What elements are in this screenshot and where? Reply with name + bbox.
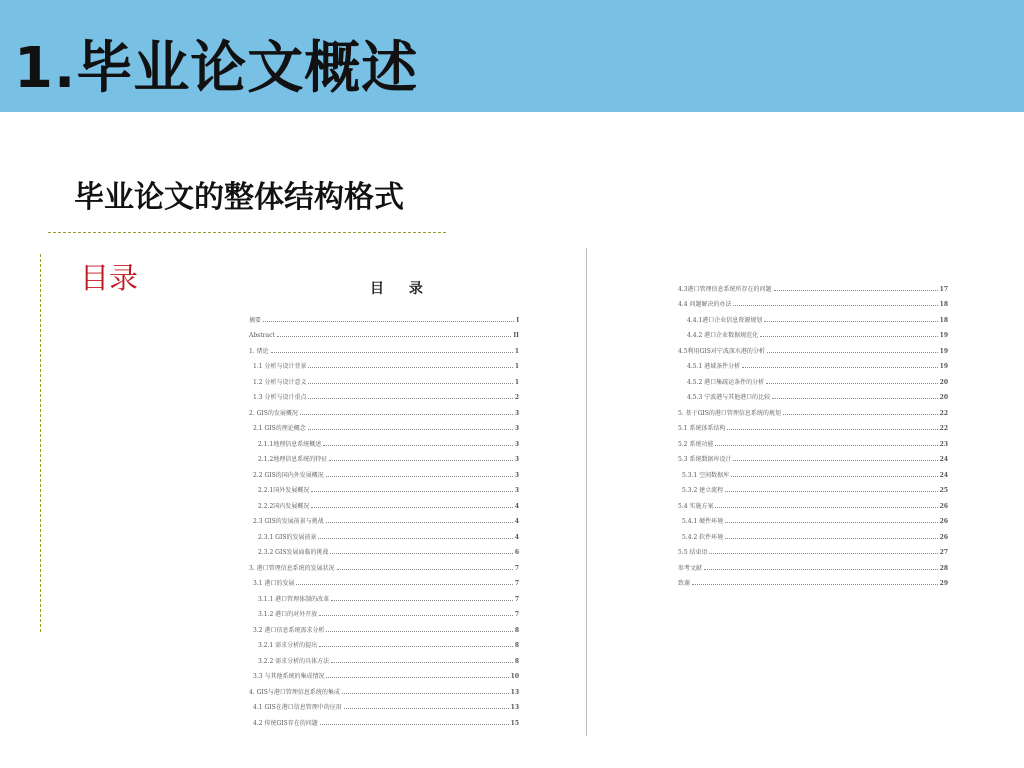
toc-entry-page: 7 [514, 564, 519, 572]
toc-entry-page: 26 [939, 502, 948, 510]
toc-entry-page: 4 [514, 502, 519, 510]
slide-subtitle: 毕业论文的整体结构格式 [74, 180, 404, 215]
toc-entry-title: 5.4.2 软件环境 [682, 533, 724, 541]
toc-entry [249, 680, 519, 696]
toc-entry-page: 3 [514, 425, 519, 432]
toc-entry-page: 2 [514, 394, 519, 401]
toc-entry-title: 3.1.2 港口的对外开放 [258, 611, 318, 618]
toc-entry-title: 4.3港口管理信息系统所存在的问题 [678, 285, 772, 293]
toc-entry [249, 696, 519, 712]
toc-leader-dots [277, 336, 511, 337]
toc-entry [678, 386, 948, 402]
toc-leader-dots [308, 398, 512, 399]
toc-leader-dots [326, 631, 512, 632]
toc-entry [678, 370, 948, 386]
toc-entry-page: 20 [939, 394, 948, 401]
toc-leader-dots [725, 522, 937, 523]
toc-right-column [678, 277, 948, 587]
toc-leader-dots [323, 445, 513, 446]
toc-leader-dots [704, 569, 938, 570]
toc-entry-title: 2.2.1国外发展概况 [258, 487, 310, 494]
toc-leader-dots [308, 383, 512, 384]
toc-leader-dots [733, 460, 937, 461]
toc-entry [249, 463, 519, 479]
toc-entry [678, 556, 948, 572]
toc-entry [249, 339, 519, 355]
toc-entry-title: 5.4.1 硬件环境 [682, 518, 724, 525]
toc-entry-title: 2.1 GIS的理论概念 [253, 425, 306, 432]
toc-entry-page: 3 [514, 409, 519, 417]
toc-entry-page: 1 [514, 378, 519, 386]
toc-entry [249, 649, 519, 665]
toc-entry-page: 8 [514, 657, 519, 665]
toc-leader-dots [300, 414, 513, 415]
toc-entry-page: 4 [514, 533, 519, 541]
toc-entry-title: 5.3.2 建立流程 [682, 487, 724, 494]
toc-entry-title: 1.2 分析与设计意义 [253, 378, 307, 386]
toc-entry-title: Abstract [249, 332, 275, 339]
toc-entry-page: 19 [939, 363, 948, 370]
toc-entry [678, 510, 948, 526]
toc-entry [249, 556, 519, 572]
toc-leader-dots [330, 553, 512, 554]
toc-leader-dots [311, 491, 513, 492]
toc-entry [678, 355, 948, 371]
toc-leader-dots [326, 677, 508, 678]
toc-leader-dots [344, 708, 509, 709]
toc-entry [249, 525, 519, 541]
toc-entry-title: 3. 港口管理信息系统的发展状况 [249, 564, 335, 572]
toc-entry [678, 448, 948, 464]
toc-entry [249, 603, 519, 619]
toc-entry-title: 4.5利用GIS对宁波深水港的分析 [678, 347, 765, 355]
toc-entry-page: 1 [514, 347, 519, 355]
toc-heading: 目 录 [370, 281, 433, 297]
toc-entry-page: 6 [514, 549, 519, 556]
toc-entry [678, 401, 948, 417]
toc-entry-page: 18 [939, 301, 948, 308]
toc-entry [249, 386, 519, 402]
toc-entry-title: 5.1 系统体系结构 [678, 425, 726, 432]
toc-leader-dots [319, 615, 513, 616]
toc-entry [249, 432, 519, 448]
toc-entry-page: 27 [939, 549, 948, 556]
toc-entry-page: 24 [939, 456, 948, 463]
toc-leader-dots [709, 553, 937, 554]
toc-entry-page: 26 [939, 518, 948, 525]
toc-entry-page: 3 [514, 487, 519, 494]
toc-leader-dots [320, 724, 509, 725]
toc-entry [249, 510, 519, 526]
toc-entry-page: 4 [514, 518, 519, 525]
toc-entry-page: 1 [514, 363, 519, 370]
toc-leader-dots [271, 352, 513, 353]
toc-entry-title: 3.3 与其他系统的集成情况 [253, 673, 325, 680]
toc-entry [678, 525, 948, 541]
toc-entry [249, 324, 519, 340]
toc-leader-dots [742, 367, 937, 368]
toc-entry-title: 3.2.2 需求分析的具体方法 [258, 657, 330, 665]
toc-entry [249, 572, 519, 588]
toc-entry-page: 22 [939, 425, 948, 432]
toc-entry-title: 5.3 系统数据库设计 [678, 456, 732, 463]
toc-entry [249, 401, 519, 417]
toc-entry [678, 339, 948, 355]
toc-entry-title: 2. GIS的发展概况 [249, 409, 298, 417]
page-divider [586, 248, 587, 736]
toc-left-column [249, 308, 519, 727]
toc-entry-title: 4.5.2 港口集疏运条件的分析 [687, 378, 765, 386]
dashed-divider-horizontal [48, 232, 446, 233]
toc-leader-dots [774, 290, 938, 291]
toc-entry-page: I [516, 316, 519, 324]
toc-entry [249, 448, 519, 464]
toc-entry-page: 7 [514, 611, 519, 618]
toc-entry-page: 7 [514, 595, 519, 603]
toc-entry [678, 308, 948, 324]
toc-entry [678, 417, 948, 433]
toc-entry-page: 19 [939, 332, 948, 339]
toc-entry [678, 479, 948, 495]
toc-leader-dots [337, 569, 513, 570]
toc-leader-dots [342, 693, 509, 694]
toc-entry [678, 432, 948, 448]
toc-entry-title: 5.2 系统功能 [678, 440, 714, 448]
toc-entry-page: II [513, 332, 519, 339]
toc-entry [249, 308, 519, 324]
toc-entry-title: 2.3.1 GIS的发展前景 [258, 533, 317, 541]
toc-entry-title: 1. 绪论 [249, 347, 269, 355]
toc-entry-title: 4.4 问题解决的办法 [678, 301, 732, 308]
toc-leader-dots [331, 662, 513, 663]
slide-title: 1.毕业论文概述 [14, 36, 419, 101]
toc-leader-dots [764, 321, 937, 322]
toc-entry [678, 541, 948, 557]
toc-leader-dots [760, 336, 937, 337]
toc-entry-title: 4. GIS与港口管理信息系统的集成 [249, 688, 340, 696]
toc-leader-dots [727, 429, 937, 430]
toc-entry [678, 324, 948, 340]
toc-entry-title: 4.4.1港口企业信息资源规划 [687, 316, 763, 324]
toc-entry-title: 3.1.1 港口管理体制的改革 [258, 595, 330, 603]
toc-entry-title: 4.1 GIS在港口信息管理中的应用 [253, 704, 342, 711]
dashed-divider-vertical [40, 254, 41, 632]
toc-entry [249, 370, 519, 386]
toc-entry [678, 293, 948, 309]
toc-entry [249, 355, 519, 371]
toc-leader-dots [783, 414, 938, 415]
toc-leader-dots [263, 321, 514, 322]
toc-entry-page: 24 [939, 471, 948, 479]
toc-leader-dots [329, 460, 513, 461]
toc-entry-title: 1.3 分析与设计重点 [253, 394, 307, 401]
toc-leader-dots [733, 305, 937, 306]
toc-leader-dots [725, 491, 937, 492]
toc-leader-dots [725, 538, 937, 539]
toc-entry-page: 26 [939, 533, 948, 541]
toc-entry-page: 8 [514, 642, 519, 649]
toc-leader-dots [766, 383, 937, 384]
toc-entry-page: 8 [514, 626, 519, 634]
toc-entry-page: 10 [510, 673, 519, 680]
toc-entry-title: 致谢 [678, 580, 691, 587]
toc-entry-page: 17 [939, 285, 948, 293]
toc-entry-title: 1.1 分析与设计背景 [253, 363, 307, 370]
toc-entry-page: 3 [514, 440, 519, 448]
toc-leader-dots [715, 507, 937, 508]
toc-leader-dots [318, 538, 512, 539]
toc-entry [249, 587, 519, 603]
toc-entry [678, 277, 948, 293]
toc-entry [249, 711, 519, 727]
toc-entry-title: 5.4 实施方案 [678, 502, 714, 510]
toc-entry-page: 29 [939, 580, 948, 587]
toc-entry-page: 3 [514, 456, 519, 463]
toc-entry-title: 4.2 传统GIS存在的问题 [253, 719, 318, 727]
toc-leader-dots [308, 429, 513, 430]
toc-entry [249, 665, 519, 681]
toc-entry-page: 22 [939, 409, 948, 417]
toc-leader-dots [715, 445, 937, 446]
toc-entry-title: 4.5.1 港域条件分析 [687, 363, 741, 370]
toc-leader-dots [326, 476, 513, 477]
title-banner [0, 0, 1024, 112]
section-label: 目录 [80, 261, 139, 295]
toc-entry-title: 5.5 结束语 [678, 549, 708, 556]
toc-entry-title: 2.1.2地理信息系统的特征 [258, 456, 328, 463]
toc-entry-title: 3.1 港口的发展 [253, 580, 295, 587]
toc-leader-dots [331, 600, 513, 601]
toc-entry-title: 3.2.1 需求分析的提出 [258, 642, 318, 649]
toc-entry-title: 2.3.2 GIS发展面临的挑战 [258, 549, 329, 556]
toc-entry-page: 3 [514, 471, 519, 479]
toc-entry-page: 18 [939, 316, 948, 324]
toc-entry [678, 494, 948, 510]
toc-entry [249, 618, 519, 634]
toc-entry-title: 2.2.2国内发展概况 [258, 502, 310, 510]
toc-entry-page: 23 [939, 440, 948, 448]
toc-entry-title: 4.4.2 港口企业数据规范化 [687, 332, 759, 339]
toc-entry [249, 634, 519, 650]
toc-entry-title: 5.3.1 空间数据库 [682, 471, 730, 479]
toc-entry-title: 摘要 [249, 316, 262, 324]
toc-entry-page: 13 [510, 704, 519, 711]
toc-entry-page: 20 [939, 378, 948, 386]
toc-entry [249, 494, 519, 510]
toc-entry-title: 参考文献 [678, 564, 703, 572]
toc-entry-page: 15 [510, 719, 519, 727]
toc-leader-dots [326, 522, 513, 523]
toc-entry [249, 541, 519, 557]
toc-entry-page: 25 [939, 487, 948, 494]
toc-leader-dots [319, 646, 513, 647]
toc-entry [678, 572, 948, 588]
toc-leader-dots [311, 507, 513, 508]
toc-entry-page: 7 [514, 580, 519, 587]
toc-leader-dots [308, 367, 512, 368]
toc-leader-dots [767, 352, 938, 353]
toc-leader-dots [731, 476, 937, 477]
toc-entry-title: 4.5.3 宁波港与其他港口的比较 [687, 394, 771, 401]
toc-entry-title: 2.2 GIS的国内外发展概况 [253, 471, 324, 479]
toc-entry-title: 5. 基于GIS的港口管理信息系统的规划 [678, 409, 781, 417]
toc-entry-page: 28 [939, 564, 948, 572]
toc-entry [678, 463, 948, 479]
toc-entry-title: 2.3 GIS的发展前景与挑战 [253, 518, 324, 525]
toc-leader-dots [772, 398, 937, 399]
toc-entry-title: 3.2 港口信息系统需求分析 [253, 626, 325, 634]
toc-entry-page: 13 [510, 688, 519, 696]
toc-entry-page: 19 [939, 347, 948, 355]
toc-leader-dots [692, 584, 938, 585]
toc-leader-dots [296, 584, 512, 585]
toc-entry-title: 2.1.1地理信息系统概述 [258, 440, 322, 448]
toc-entry [249, 479, 519, 495]
toc-entry [249, 417, 519, 433]
